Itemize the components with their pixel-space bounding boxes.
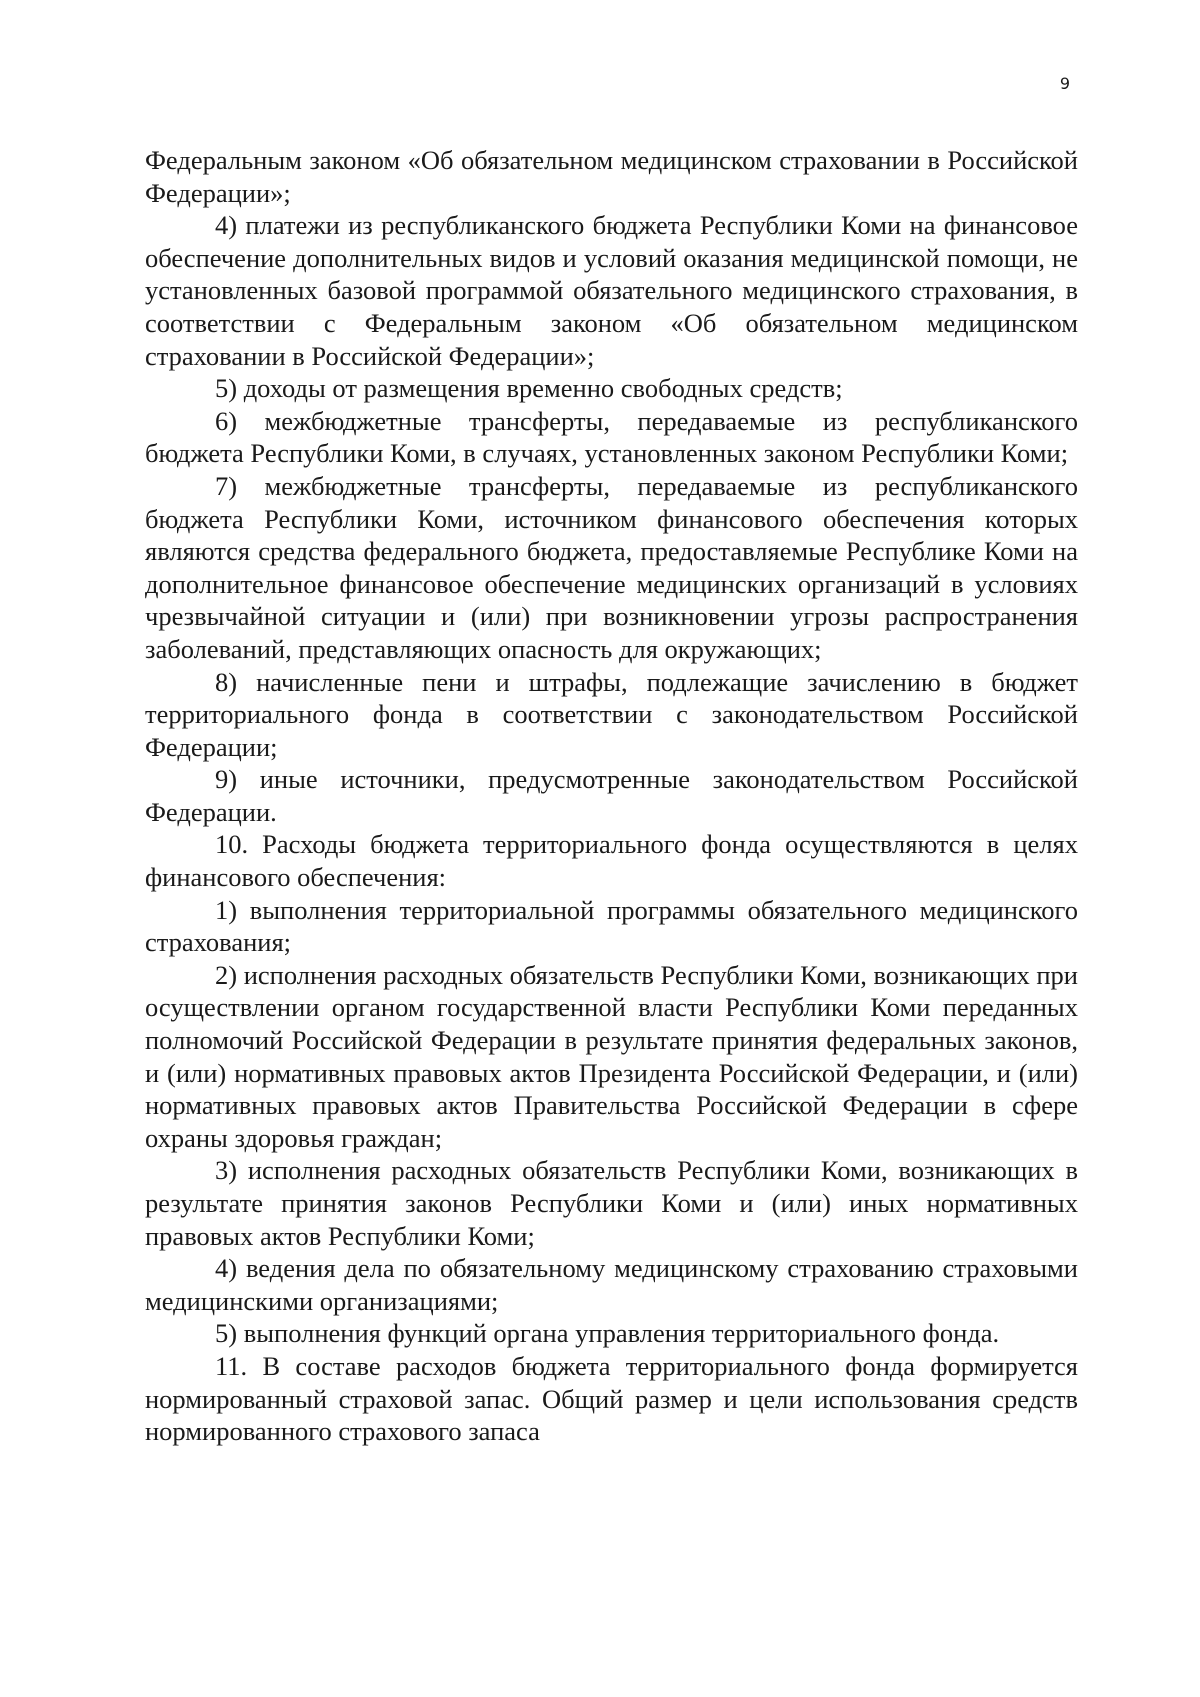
paragraph-continuation: Федеральным законом «Об обязательном медицинском страховании в Российской Федерации»; bbox=[145, 145, 1078, 208]
paragraph-section-10-item-5: 5) выполнения функций органа управления территориального фонда. bbox=[215, 1318, 1000, 1349]
paragraph-section-10-item-4: 4) ведения дела по обязательному медицинскому страхованию страховыми медицинскими организациями; bbox=[145, 1253, 1078, 1316]
paragraph-section-10: 10. Расходы бюджета территориального фонда осуществляются в целях финансового обеспечения: bbox=[145, 829, 1078, 893]
paragraph-item-5: 5) доходы от размещения временно свободных средств; bbox=[215, 373, 843, 404]
paragraph-section-10-item-3: 3) исполнения расходных обязательств Республики Коми, возникающих в результате принятия законов Республики Коми и (или) иных нормативных правовых актов Республики Коми; bbox=[145, 1155, 1078, 1251]
paragraph-item-6: 6) межбюджетные трансферты, передаваемые из республиканского бюджета Республики Коми, в случаях, установленных законом Республики Коми; bbox=[145, 405, 1078, 469]
paragraph-section-10-item-2: 2) исполнения расходных обязательств Республики Коми, возникающих при осуществлении органом государственной власти Республики Коми переданных полномочий Российской Федерации в результате принятия федеральных законов, и (или) нормативных правовых актов Президента Российской Федерации, и (или) нормативных правовых актов Правительства Российской Федерации в сфере охраны здоровья граждан; bbox=[145, 959, 1078, 1153]
paragraph-item-7: 7) межбюджетные трансферты, передаваемые из республиканского бюджета Республики Коми, источником финансового обеспечения которых являются средства федерального бюджета, предоставляемые Республике Коми на дополнительное финансовое обеспечение медицинских организаций в условиях чрезвычайной ситуации и (или) при возникновении угрозы распространения заболеваний, представляющих опасность для окружающих; bbox=[145, 470, 1078, 664]
page-number: 9 bbox=[1059, 74, 1070, 93]
paragraph-section-11: 11. В составе расходов бюджета территориального фонда формируется нормированный страховой запас. Общий размер и цели использования средств нормированного страхового запаса bbox=[145, 1350, 1078, 1447]
document-body bbox=[145, 144, 1078, 1448]
paragraph-section-10-item-1: 1) выполнения территориальной программы обязательного медицинского страхования; bbox=[145, 894, 1078, 958]
paragraph-item-8: 8) начисленные пени и штрафы, подлежащие зачислению в бюджет территориального фонда в соответствии с законодательством Российской Федерации; bbox=[145, 666, 1078, 762]
paragraph-item-4: 4) платежи из республиканского бюджета Республики Коми на финансовое обеспечение дополнительных видов и условий оказания медицинской помощи, не установленных базовой программой обязательного медицинского страхования, в соответствии с Федеральным законом «Об обязательном медицинском страховании в Российской Федерации»; bbox=[145, 210, 1078, 371]
paragraph-item-9: 9) иные источники, предусмотренные законодательством Российской Федерации. bbox=[145, 764, 1078, 827]
